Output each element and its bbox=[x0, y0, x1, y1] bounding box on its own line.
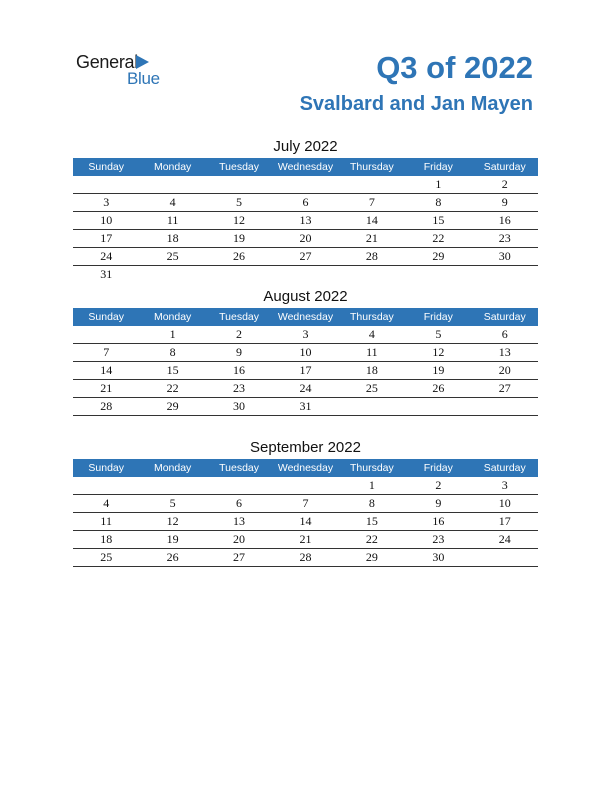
logo-general-text: General bbox=[76, 52, 138, 72]
day-cell bbox=[272, 176, 338, 193]
day-cell: 25 bbox=[365, 381, 378, 395]
weekday-label: Saturday bbox=[483, 161, 526, 173]
weekday-header-row bbox=[73, 459, 538, 477]
week-row bbox=[73, 495, 538, 513]
day-cell: 1 bbox=[435, 177, 442, 191]
day-cell: 28 bbox=[100, 399, 113, 413]
weekday-label: Friday bbox=[423, 462, 453, 474]
week-row bbox=[73, 194, 538, 212]
week-row bbox=[73, 266, 538, 283]
day-cell: 24 bbox=[498, 532, 511, 546]
week-row bbox=[73, 513, 538, 531]
day-cell bbox=[206, 477, 272, 494]
week-row bbox=[73, 326, 538, 344]
day-cell: 18 bbox=[365, 363, 378, 377]
day-cell: 16 bbox=[432, 514, 445, 528]
weekday-label: Thursday bbox=[350, 161, 394, 173]
day-cell: 17 bbox=[299, 363, 312, 377]
day-cell: 8 bbox=[368, 496, 375, 510]
weekday-label: Saturday bbox=[483, 311, 526, 323]
day-cell bbox=[472, 266, 538, 283]
day-cell: 1 bbox=[368, 478, 375, 492]
week-row bbox=[73, 398, 538, 416]
weekday-label: Friday bbox=[423, 161, 453, 173]
month-september bbox=[73, 437, 538, 567]
generalblue-logo bbox=[76, 52, 176, 92]
day-cell: 23 bbox=[233, 381, 246, 395]
day-cell: 5 bbox=[435, 327, 442, 341]
day-cell: 8 bbox=[169, 345, 176, 359]
weekday-label: Thursday bbox=[350, 462, 394, 474]
day-cell: 3 bbox=[103, 195, 110, 209]
week-row bbox=[73, 549, 538, 567]
day-cell: 10 bbox=[299, 345, 312, 359]
day-cell: 13 bbox=[498, 345, 511, 359]
day-cell: 14 bbox=[100, 363, 113, 377]
day-cell: 19 bbox=[166, 532, 179, 546]
day-cell bbox=[139, 477, 205, 494]
weekday-header-row bbox=[73, 158, 538, 176]
day-cell: 30 bbox=[233, 399, 246, 413]
week-row bbox=[73, 477, 538, 495]
day-cell: 28 bbox=[299, 550, 312, 564]
week-row bbox=[73, 344, 538, 362]
day-cell: 9 bbox=[435, 496, 442, 510]
day-cell: 15 bbox=[365, 514, 378, 528]
day-cell: 10 bbox=[498, 496, 511, 510]
day-cell: 16 bbox=[233, 363, 246, 377]
day-cell: 29 bbox=[432, 249, 445, 263]
day-cell: 6 bbox=[501, 327, 508, 341]
day-cell: 24 bbox=[299, 381, 312, 395]
day-cell: 29 bbox=[365, 550, 378, 564]
day-cell: 20 bbox=[498, 363, 511, 377]
weekday-label: Tuesday bbox=[219, 161, 259, 173]
weekday-label: Wednesday bbox=[277, 462, 334, 474]
day-cell bbox=[339, 176, 405, 193]
day-cell bbox=[73, 477, 139, 494]
weekday-label: Sunday bbox=[88, 462, 125, 474]
day-cell: 11 bbox=[166, 213, 179, 227]
month-title: August 2022 bbox=[263, 288, 348, 305]
day-cell: 7 bbox=[368, 195, 375, 209]
weekday-header-row bbox=[73, 308, 538, 326]
month-title: September 2022 bbox=[250, 439, 361, 456]
day-cell: 8 bbox=[435, 195, 442, 209]
day-cell: 30 bbox=[498, 249, 511, 263]
weekday-label: Wednesday bbox=[277, 311, 334, 323]
day-cell: 17 bbox=[100, 231, 113, 245]
day-cell: 16 bbox=[498, 213, 511, 227]
weekday-label: Monday bbox=[153, 161, 192, 173]
day-cell: 9 bbox=[236, 345, 243, 359]
day-cell: 14 bbox=[299, 514, 312, 528]
day-cell: 12 bbox=[233, 213, 246, 227]
day-cell: 4 bbox=[368, 327, 375, 341]
logo-triangle-icon bbox=[136, 55, 149, 69]
day-cell: 28 bbox=[365, 249, 378, 263]
weekday-label: Tuesday bbox=[219, 462, 259, 474]
weekday-label: Friday bbox=[423, 311, 453, 323]
weekday-label: Saturday bbox=[483, 462, 526, 474]
day-cell: 31 bbox=[100, 267, 113, 281]
day-cell: 2 bbox=[435, 478, 442, 492]
day-cell: 18 bbox=[100, 532, 113, 546]
weekday-label: Monday bbox=[153, 311, 192, 323]
week-row bbox=[73, 176, 538, 194]
day-cell: 3 bbox=[501, 478, 508, 492]
month-july bbox=[73, 136, 538, 283]
day-cell: 2 bbox=[236, 327, 243, 341]
day-cell: 26 bbox=[166, 550, 179, 564]
weekday-label: Monday bbox=[153, 462, 192, 474]
day-cell: 4 bbox=[103, 496, 110, 510]
day-cell: 14 bbox=[365, 213, 378, 227]
week-row bbox=[73, 230, 538, 248]
month-august bbox=[73, 286, 538, 416]
day-cell bbox=[206, 266, 272, 283]
day-cell: 6 bbox=[302, 195, 309, 209]
weekday-label: Wednesday bbox=[277, 161, 334, 173]
day-cell: 4 bbox=[169, 195, 176, 209]
day-cell: 7 bbox=[103, 345, 110, 359]
day-cell: 30 bbox=[432, 550, 445, 564]
day-cell: 22 bbox=[166, 381, 179, 395]
day-cell: 27 bbox=[299, 249, 312, 263]
day-cell: 15 bbox=[166, 363, 179, 377]
day-cell: 5 bbox=[169, 496, 176, 510]
day-cell: 21 bbox=[365, 231, 378, 245]
day-cell: 5 bbox=[236, 195, 243, 209]
day-cell bbox=[206, 176, 272, 193]
day-cell: 23 bbox=[432, 532, 445, 546]
day-cell: 11 bbox=[366, 345, 378, 359]
month-title: July 2022 bbox=[273, 138, 338, 155]
day-cell bbox=[472, 398, 538, 415]
weekday-label: Thursday bbox=[350, 311, 394, 323]
day-cell: 10 bbox=[100, 213, 113, 227]
day-cell bbox=[139, 266, 205, 283]
day-cell: 18 bbox=[166, 231, 179, 245]
day-cell: 11 bbox=[100, 514, 112, 528]
day-cell: 20 bbox=[299, 231, 312, 245]
week-row bbox=[73, 362, 538, 380]
day-cell: 21 bbox=[100, 381, 113, 395]
day-cell bbox=[272, 477, 338, 494]
day-cell: 9 bbox=[501, 195, 508, 209]
weekday-label: Sunday bbox=[88, 311, 125, 323]
day-cell bbox=[405, 266, 471, 283]
week-row bbox=[73, 212, 538, 230]
weekday-label: Sunday bbox=[88, 161, 125, 173]
day-cell bbox=[73, 176, 139, 193]
day-cell bbox=[339, 398, 405, 415]
day-cell: 1 bbox=[169, 327, 176, 341]
day-cell bbox=[272, 266, 338, 283]
day-cell: 6 bbox=[236, 496, 243, 510]
day-cell: 3 bbox=[302, 327, 309, 341]
day-cell: 26 bbox=[233, 249, 246, 263]
day-cell: 13 bbox=[233, 514, 246, 528]
day-cell: 29 bbox=[166, 399, 179, 413]
day-cell: 25 bbox=[166, 249, 179, 263]
day-cell: 22 bbox=[365, 532, 378, 546]
week-row bbox=[73, 380, 538, 398]
day-cell: 26 bbox=[432, 381, 445, 395]
day-cell: 31 bbox=[299, 399, 312, 413]
day-cell: 12 bbox=[166, 514, 179, 528]
day-cell: 20 bbox=[233, 532, 246, 546]
day-cell: 27 bbox=[233, 550, 246, 564]
day-cell bbox=[472, 549, 538, 566]
day-cell: 13 bbox=[299, 213, 312, 227]
week-row bbox=[73, 531, 538, 549]
day-cell: 24 bbox=[100, 249, 113, 263]
logo-blue-text: Blue bbox=[127, 69, 160, 88]
day-cell: 21 bbox=[299, 532, 312, 546]
day-cell: 7 bbox=[302, 496, 309, 510]
day-cell bbox=[139, 176, 205, 193]
day-cell: 27 bbox=[498, 381, 511, 395]
day-cell: 19 bbox=[233, 231, 246, 245]
quarter-title: Q3 of 2022 bbox=[376, 50, 533, 85]
day-cell: 23 bbox=[498, 231, 511, 245]
day-cell: 12 bbox=[432, 345, 445, 359]
day-cell bbox=[73, 326, 139, 343]
day-cell: 22 bbox=[432, 231, 445, 245]
day-cell: 2 bbox=[501, 177, 508, 191]
week-row bbox=[73, 248, 538, 266]
weekday-label: Tuesday bbox=[219, 311, 259, 323]
day-cell bbox=[339, 266, 405, 283]
day-cell bbox=[405, 398, 471, 415]
day-cell: 17 bbox=[498, 514, 511, 528]
region-title: Svalbard and Jan Mayen bbox=[299, 93, 533, 115]
day-cell: 25 bbox=[100, 550, 113, 564]
day-cell: 19 bbox=[432, 363, 445, 377]
day-cell: 15 bbox=[432, 213, 445, 227]
